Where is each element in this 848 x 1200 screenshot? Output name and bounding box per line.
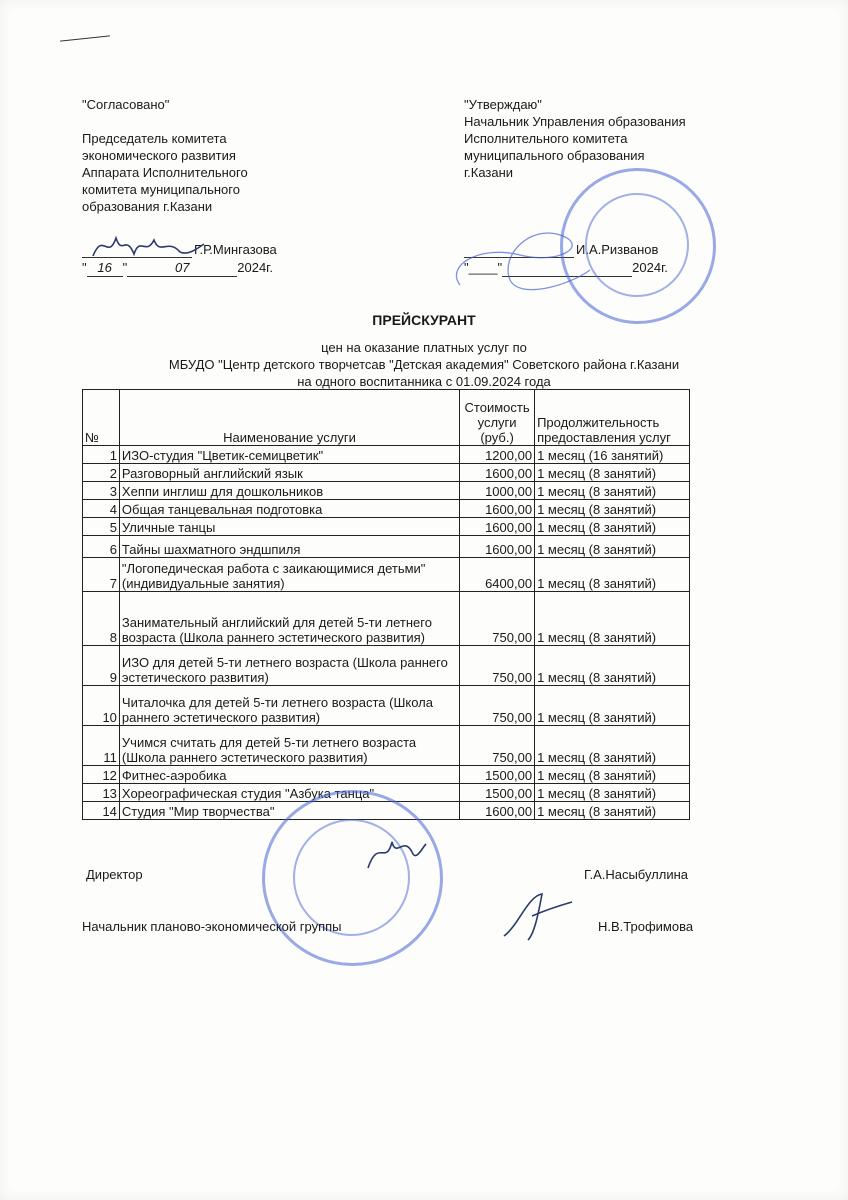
header-price: Стоимость услуги (руб.) [460, 390, 535, 446]
table-row: 12 Фитнес-аэробика 1500,00 1 месяц (8 занятий) [83, 766, 690, 784]
approval-left-date-day: 16 [87, 259, 123, 277]
table-row: 11 Учимся считать для детей 5-ти летнего возраста (Школа раннего эстетического развития) 750,00 1 месяц (8 занятий) [83, 726, 690, 766]
signature-right-icon [440, 225, 600, 305]
table-row: 13 Хореографическая студия "Азбука танца" 1500,00 1 месяц (8 занятий) [83, 784, 690, 802]
approval-left-date-year: 2024г. [237, 260, 273, 275]
approval-right-line: муниципального образования [464, 148, 645, 163]
signature-econ-icon [498, 886, 578, 946]
table-row: 14 Студия "Мир творчества" 1600,00 1 месяц (8 занятий) [83, 802, 690, 820]
table-row: 3 Хеппи инглиш для дошкольников 1000,00 1 месяц (8 занятий) [83, 482, 690, 500]
table-row: 2 Разговорный английский язык 1600,00 1 месяц (8 занятий) [83, 464, 690, 482]
price-table [82, 389, 690, 820]
approval-right-heading: "Утверждаю" [464, 97, 542, 112]
table-row: 9 ИЗО для детей 5-ти летнего возраста (Школа раннего эстетического развития) 750,00 1 месяц (8 занятий) [83, 646, 690, 686]
approval-left-date: " 16 " 07 2024г. [82, 260, 273, 275]
approval-right-signer: И.А.Ризванов [576, 242, 659, 257]
approval-left-line: Председатель комитета [82, 131, 227, 146]
approval-right-line: Начальник Управления образования [464, 114, 686, 129]
approval-left-line: Аппарата Исполнительного [82, 165, 248, 180]
official-stamp-top-inner [585, 193, 689, 297]
approval-left-block [82, 96, 248, 215]
header-duration: Продолжительность предоставления услуг [535, 390, 690, 446]
header-num: № [83, 390, 120, 446]
econ-name: Н.В.Трофимова [598, 919, 694, 934]
header-name: Наименование услуги [119, 390, 459, 446]
table-row: 4 Общая танцевальная подготовка 1600,00 1 месяц (8 занятий) [83, 500, 690, 518]
official-stamp-bottom [262, 790, 443, 966]
econ-label: Начальник планово-экономической группы [82, 919, 342, 934]
approval-right-date-year: 2024г. [632, 260, 668, 275]
table-row: 8 Занимательный английский для детей 5-ти летнего возраста (Школа раннего эстетического развития) 750,00 1 месяц (8 занятий) [83, 592, 690, 646]
corner-mark [60, 35, 110, 41]
approval-right-line: г.Казани [464, 165, 514, 180]
table-row: 10 Читалочка для детей 5-ти летнего возраста (Школа раннего эстетического развития) 750,00 1 месяц (8 занятий) [83, 686, 690, 726]
table-row: 1 ИЗО-студия "Цветик-семицветик" 1200,00 1 месяц (16 занятий) [83, 446, 690, 464]
table-row: 7 "Логопедическая работа с заикающимися детьми" (индивидуальные занятия) 6400,00 1 месяц (8 занятий) [83, 558, 690, 592]
approval-right-block [464, 96, 686, 181]
page-title: ПРЕЙСКУРАНТ [372, 312, 476, 328]
signature-director-icon [360, 828, 430, 878]
approval-right-line: Исполнительного комитета [464, 131, 628, 146]
approval-left-line: экономического развития [82, 148, 236, 163]
approval-left-heading: "Согласовано" [82, 97, 170, 112]
approval-left-date-month: 07 [127, 259, 237, 277]
approval-right-date: "____" 2024г. [464, 260, 668, 275]
approval-left-signer: Г.Р.Мингазова [194, 242, 277, 257]
approval-left-line: образования г.Казани [82, 199, 213, 214]
signature-left-icon [88, 226, 208, 266]
table-header-row [83, 390, 690, 446]
director-name: Г.А.Насыбуллина [584, 867, 689, 882]
page-subtitle: цен на оказание платных услуг по МБУДО "Центр детского творчетсав "Детская академия" Советского района г.Казани на одного воспитанника с 01.09.2024 года [168, 340, 680, 389]
director-label: Директор [86, 867, 143, 882]
table-row: 6 Тайны шахматного эндшпиля 1600,00 1 месяц (8 занятий) [83, 536, 690, 558]
table-row: 5 Уличные танцы 1600,00 1 месяц (8 занятий) [83, 518, 690, 536]
approval-left-line: комитета муниципального [82, 182, 240, 197]
